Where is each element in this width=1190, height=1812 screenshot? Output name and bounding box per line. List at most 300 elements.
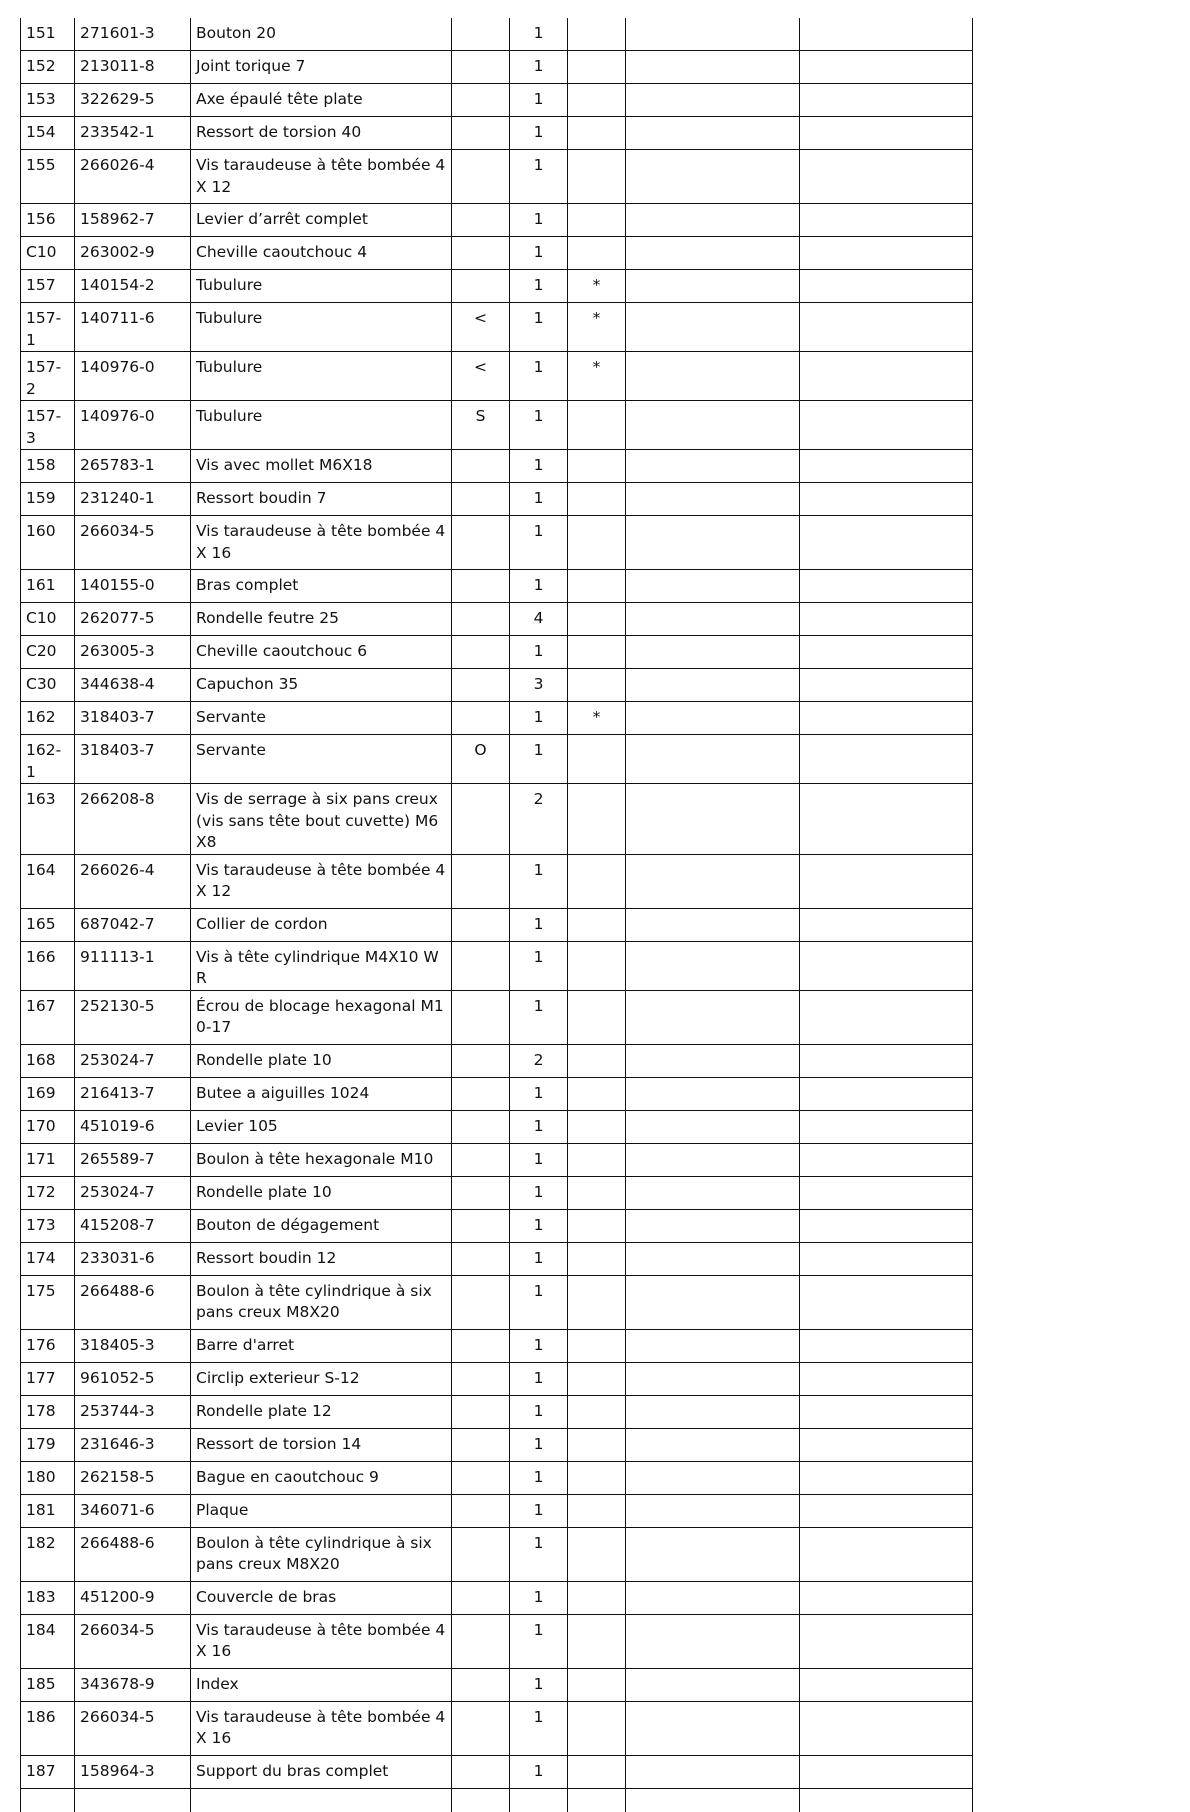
- table-row: [21, 483, 973, 516]
- empty-cell: [800, 270, 973, 303]
- parts-table: [20, 18, 973, 1812]
- empty-cell: [800, 1581, 973, 1614]
- description-cell: Ressort boudin 7: [191, 483, 452, 516]
- note-cell: [452, 1209, 510, 1242]
- part-number-cell: 166: [21, 941, 75, 990]
- quantity-cell: 1: [510, 150, 568, 204]
- quantity-cell: 1: [510, 84, 568, 117]
- note-cell: [452, 1701, 510, 1755]
- note-cell: [452, 1668, 510, 1701]
- empty-cell: [800, 516, 973, 570]
- part-number-cell: 159: [21, 483, 75, 516]
- quantity-cell: 1: [510, 1494, 568, 1527]
- part-number-cell: 179: [21, 1428, 75, 1461]
- note-cell: [452, 270, 510, 303]
- table-row: [21, 1668, 973, 1701]
- part-code-cell: 415208-7: [75, 1209, 191, 1242]
- note-cell: [452, 450, 510, 483]
- empty-cell: [626, 1494, 800, 1527]
- empty-cell: [800, 1242, 973, 1275]
- empty-cell: [626, 1362, 800, 1395]
- description-cell: Couvercle de bras: [191, 1581, 452, 1614]
- table-row: [21, 1242, 973, 1275]
- description-cell: Écrou de blocage hexagonal M10-17: [191, 990, 452, 1044]
- mark-cell: [568, 117, 626, 150]
- part-code-cell: 961052-5: [75, 1362, 191, 1395]
- table-row: [21, 84, 973, 117]
- empty-cell: [626, 1581, 800, 1614]
- mark-cell: *: [568, 270, 626, 303]
- empty-cell: [800, 1077, 973, 1110]
- part-number-cell: 157-3: [21, 401, 75, 450]
- empty-cell: [626, 1461, 800, 1494]
- part-number-cell: 184: [21, 1614, 75, 1668]
- note-cell: O: [452, 735, 510, 784]
- mark-cell: [568, 84, 626, 117]
- description-cell: Butee a aiguilles 1024: [191, 1077, 452, 1110]
- mark-cell: [568, 1077, 626, 1110]
- description-cell: Cheville caoutchouc 4: [191, 237, 452, 270]
- empty-cell: [800, 483, 973, 516]
- note-cell: [452, 854, 510, 908]
- empty-cell: [800, 603, 973, 636]
- mark-cell: [568, 990, 626, 1044]
- table-row: [21, 1701, 973, 1755]
- description-cell: Servante: [191, 735, 452, 784]
- empty-cell: [626, 1755, 800, 1788]
- quantity-cell: 1: [510, 854, 568, 908]
- empty-cell: [626, 117, 800, 150]
- mark-cell: [568, 908, 626, 941]
- part-code-cell: 262077-5: [75, 603, 191, 636]
- quantity-cell: 1: [510, 401, 568, 450]
- empty-cell: [626, 84, 800, 117]
- part-number-cell: 182: [21, 1527, 75, 1581]
- mark-cell: [568, 150, 626, 204]
- quantity-cell: 2: [510, 1044, 568, 1077]
- table-row: [21, 1209, 973, 1242]
- description-cell: Bras complet: [191, 570, 452, 603]
- table-row: [21, 1044, 973, 1077]
- empty-cell: [626, 1242, 800, 1275]
- part-code-cell: 140976-0: [75, 352, 191, 401]
- table-row: [21, 270, 973, 303]
- table-row: [21, 570, 973, 603]
- quantity-cell: 1: [510, 1329, 568, 1362]
- empty-cell: [21, 1788, 75, 1812]
- mark-cell: [568, 1668, 626, 1701]
- empty-cell: [800, 1788, 973, 1812]
- part-number-cell: 152: [21, 51, 75, 84]
- empty-cell: [568, 1788, 626, 1812]
- part-code-cell: 140155-0: [75, 570, 191, 603]
- mark-cell: [568, 784, 626, 855]
- note-cell: [452, 1494, 510, 1527]
- table-row: [21, 636, 973, 669]
- table-row: [21, 735, 973, 784]
- description-cell: Index: [191, 1668, 452, 1701]
- quantity-cell: 1: [510, 1755, 568, 1788]
- mark-cell: [568, 483, 626, 516]
- mark-cell: [568, 669, 626, 702]
- quantity-cell: 1: [510, 117, 568, 150]
- description-cell: Vis taraudeuse à tête bombée 4X 12: [191, 150, 452, 204]
- quantity-cell: 1: [510, 1362, 568, 1395]
- mark-cell: [568, 1329, 626, 1362]
- description-cell: Rondelle plate 10: [191, 1176, 452, 1209]
- part-number-cell: C30: [21, 669, 75, 702]
- quantity-cell: 1: [510, 990, 568, 1044]
- part-number-cell: 178: [21, 1395, 75, 1428]
- note-cell: [452, 483, 510, 516]
- note-cell: [452, 603, 510, 636]
- table-row: [21, 51, 973, 84]
- part-code-cell: 911113-1: [75, 941, 191, 990]
- mark-cell: [568, 1362, 626, 1395]
- description-cell: Rondelle plate 12: [191, 1395, 452, 1428]
- mark-cell: [568, 1275, 626, 1329]
- part-code-cell: 263002-9: [75, 237, 191, 270]
- note-cell: [452, 237, 510, 270]
- empty-cell: [800, 1044, 973, 1077]
- mark-cell: [568, 941, 626, 990]
- empty-cell: [800, 735, 973, 784]
- empty-cell: [800, 636, 973, 669]
- empty-cell: [626, 941, 800, 990]
- note-cell: [452, 702, 510, 735]
- empty-cell: [800, 784, 973, 855]
- table-row-continuation: [21, 1788, 973, 1812]
- note-cell: [452, 570, 510, 603]
- table-row: [21, 1755, 973, 1788]
- part-number-cell: 157-2: [21, 352, 75, 401]
- empty-cell: [626, 1329, 800, 1362]
- empty-cell: [626, 1701, 800, 1755]
- note-cell: [452, 1527, 510, 1581]
- table-row: [21, 1461, 973, 1494]
- quantity-cell: 3: [510, 669, 568, 702]
- description-cell: Cheville caoutchouc 6: [191, 636, 452, 669]
- description-cell: Rondelle plate 10: [191, 1044, 452, 1077]
- part-number-cell: 151: [21, 18, 75, 51]
- note-cell: [452, 1581, 510, 1614]
- table-row: [21, 1329, 973, 1362]
- description-cell: Circlip exterieur S-12: [191, 1362, 452, 1395]
- part-number-cell: C20: [21, 636, 75, 669]
- part-code-cell: 266208-8: [75, 784, 191, 855]
- part-code-cell: 158964-3: [75, 1755, 191, 1788]
- description-cell: Ressort de torsion 40: [191, 117, 452, 150]
- note-cell: [452, 1755, 510, 1788]
- empty-cell: [626, 352, 800, 401]
- empty-cell: [626, 636, 800, 669]
- mark-cell: [568, 570, 626, 603]
- empty-cell: [800, 1110, 973, 1143]
- quantity-cell: 1: [510, 51, 568, 84]
- empty-cell: [800, 941, 973, 990]
- empty-cell: [800, 204, 973, 237]
- empty-cell: [626, 603, 800, 636]
- table-row: [21, 1581, 973, 1614]
- part-number-cell: 174: [21, 1242, 75, 1275]
- description-cell: Bouton de dégagement: [191, 1209, 452, 1242]
- mark-cell: [568, 204, 626, 237]
- note-cell: [452, 1044, 510, 1077]
- empty-cell: [626, 735, 800, 784]
- empty-cell: [626, 1143, 800, 1176]
- empty-cell: [626, 1788, 800, 1812]
- description-cell: Axe épaulé tête plate: [191, 84, 452, 117]
- part-code-cell: 140154-2: [75, 270, 191, 303]
- part-number-cell: 169: [21, 1077, 75, 1110]
- part-number-cell: 183: [21, 1581, 75, 1614]
- table-row: [21, 1110, 973, 1143]
- note-cell: [452, 941, 510, 990]
- part-number-cell: 155: [21, 150, 75, 204]
- part-code-cell: 233031-6: [75, 1242, 191, 1275]
- quantity-cell: 1: [510, 483, 568, 516]
- empty-cell: [626, 908, 800, 941]
- quantity-cell: 1: [510, 237, 568, 270]
- description-cell: Vis taraudeuse à tête bombée 4X 12: [191, 854, 452, 908]
- part-number-cell: 154: [21, 117, 75, 150]
- quantity-cell: 2: [510, 784, 568, 855]
- empty-cell: [626, 1077, 800, 1110]
- empty-cell: [800, 1461, 973, 1494]
- empty-cell: [626, 1428, 800, 1461]
- description-cell: Tubulure: [191, 401, 452, 450]
- empty-cell: [800, 570, 973, 603]
- part-code-cell: 253744-3: [75, 1395, 191, 1428]
- part-number-cell: 156: [21, 204, 75, 237]
- description-cell: Levier d’arrêt complet: [191, 204, 452, 237]
- empty-cell: [800, 1329, 973, 1362]
- description-cell: Boulon à tête cylindrique à six pans creux M8X20: [191, 1275, 452, 1329]
- quantity-cell: 1: [510, 204, 568, 237]
- mark-cell: [568, 1701, 626, 1755]
- empty-cell: [626, 1110, 800, 1143]
- mark-cell: [568, 1395, 626, 1428]
- mark-cell: [568, 401, 626, 450]
- part-number-cell: 165: [21, 908, 75, 941]
- note-cell: [452, 150, 510, 204]
- empty-cell: [75, 1788, 191, 1812]
- description-cell: Vis de serrage à six pans creux (vis sans tête bout cuvette) M6X8: [191, 784, 452, 855]
- note-cell: <: [452, 352, 510, 401]
- part-number-cell: 162: [21, 702, 75, 735]
- description-cell: Ressort boudin 12: [191, 1242, 452, 1275]
- empty-cell: [626, 450, 800, 483]
- empty-cell: [800, 854, 973, 908]
- mark-cell: [568, 450, 626, 483]
- quantity-cell: 1: [510, 1668, 568, 1701]
- table-row: [21, 669, 973, 702]
- mark-cell: [568, 1209, 626, 1242]
- note-cell: [452, 18, 510, 51]
- mark-cell: [568, 18, 626, 51]
- description-cell: Servante: [191, 702, 452, 735]
- empty-cell: [626, 1395, 800, 1428]
- empty-cell: [800, 51, 973, 84]
- mark-cell: [568, 1755, 626, 1788]
- part-number-cell: 162-1: [21, 735, 75, 784]
- quantity-cell: 1: [510, 908, 568, 941]
- note-cell: [452, 636, 510, 669]
- quantity-cell: 1: [510, 941, 568, 990]
- empty-cell: [800, 303, 973, 352]
- table-row: [21, 1176, 973, 1209]
- part-code-cell: 216413-7: [75, 1077, 191, 1110]
- description-cell: Vis taraudeuse à tête bombée 4X 16: [191, 1614, 452, 1668]
- description-cell: Joint torique 7: [191, 51, 452, 84]
- empty-cell: [800, 1668, 973, 1701]
- part-code-cell: 158962-7: [75, 204, 191, 237]
- empty-cell: [800, 1494, 973, 1527]
- table-row: [21, 784, 973, 855]
- mark-cell: [568, 854, 626, 908]
- quantity-cell: 1: [510, 18, 568, 51]
- description-cell: Vis avec mollet M6X18: [191, 450, 452, 483]
- empty-cell: [800, 908, 973, 941]
- part-code-cell: 265589-7: [75, 1143, 191, 1176]
- note-cell: [452, 1110, 510, 1143]
- empty-cell: [800, 669, 973, 702]
- note-cell: [452, 1395, 510, 1428]
- empty-cell: [800, 1701, 973, 1755]
- part-code-cell: 266034-5: [75, 1701, 191, 1755]
- part-number-cell: C10: [21, 603, 75, 636]
- description-cell: Rondelle feutre 25: [191, 603, 452, 636]
- part-code-cell: 346071-6: [75, 1494, 191, 1527]
- part-number-cell: 186: [21, 1701, 75, 1755]
- empty-cell: [800, 150, 973, 204]
- table-row: [21, 1527, 973, 1581]
- empty-cell: [800, 450, 973, 483]
- empty-cell: [800, 1209, 973, 1242]
- note-cell: [452, 784, 510, 855]
- quantity-cell: 4: [510, 603, 568, 636]
- part-number-cell: 157: [21, 270, 75, 303]
- description-cell: Vis taraudeuse à tête bombée 4X 16: [191, 516, 452, 570]
- description-cell: Plaque: [191, 1494, 452, 1527]
- mark-cell: [568, 636, 626, 669]
- table-row: [21, 352, 973, 401]
- table-row: [21, 401, 973, 450]
- note-cell: [452, 1329, 510, 1362]
- table-row: [21, 1362, 973, 1395]
- description-cell: Tubulure: [191, 270, 452, 303]
- note-cell: [452, 1242, 510, 1275]
- quantity-cell: 1: [510, 1110, 568, 1143]
- table-row: [21, 1428, 973, 1461]
- quantity-cell: 1: [510, 1242, 568, 1275]
- table-row: [21, 303, 973, 352]
- table-row: [21, 1395, 973, 1428]
- empty-cell: [800, 990, 973, 1044]
- empty-cell: [626, 669, 800, 702]
- empty-cell: [626, 1614, 800, 1668]
- mark-cell: [568, 1494, 626, 1527]
- part-code-cell: 343678-9: [75, 1668, 191, 1701]
- part-number-cell: C10: [21, 237, 75, 270]
- part-code-cell: 231240-1: [75, 483, 191, 516]
- empty-cell: [626, 150, 800, 204]
- quantity-cell: 1: [510, 702, 568, 735]
- empty-cell: [452, 1788, 510, 1812]
- empty-cell: [626, 702, 800, 735]
- note-cell: S: [452, 401, 510, 450]
- part-code-cell: 253024-7: [75, 1044, 191, 1077]
- mark-cell: [568, 1242, 626, 1275]
- note-cell: [452, 990, 510, 1044]
- description-cell: Support du bras complet: [191, 1755, 452, 1788]
- part-code-cell: 263005-3: [75, 636, 191, 669]
- table-row: [21, 941, 973, 990]
- note-cell: [452, 908, 510, 941]
- empty-cell: [800, 237, 973, 270]
- part-number-cell: 177: [21, 1362, 75, 1395]
- part-code-cell: 266026-4: [75, 150, 191, 204]
- note-cell: [452, 1143, 510, 1176]
- empty-cell: [626, 18, 800, 51]
- quantity-cell: 1: [510, 570, 568, 603]
- part-code-cell: 687042-7: [75, 908, 191, 941]
- empty-cell: [800, 1362, 973, 1395]
- mark-cell: [568, 603, 626, 636]
- description-cell: Capuchon 35: [191, 669, 452, 702]
- part-code-cell: 140976-0: [75, 401, 191, 450]
- quantity-cell: 1: [510, 1527, 568, 1581]
- mark-cell: [568, 51, 626, 84]
- empty-cell: [626, 990, 800, 1044]
- part-number-cell: 171: [21, 1143, 75, 1176]
- description-cell: Ressort de torsion 14: [191, 1428, 452, 1461]
- part-code-cell: 451200-9: [75, 1581, 191, 1614]
- mark-cell: [568, 1044, 626, 1077]
- table-row: [21, 117, 973, 150]
- empty-cell: [800, 1614, 973, 1668]
- empty-cell: [626, 1668, 800, 1701]
- empty-cell: [191, 1788, 452, 1812]
- empty-cell: [510, 1788, 568, 1812]
- table-row: [21, 204, 973, 237]
- note-cell: [452, 1614, 510, 1668]
- part-code-cell: 262158-5: [75, 1461, 191, 1494]
- table-row: [21, 854, 973, 908]
- empty-cell: [800, 1428, 973, 1461]
- part-number-cell: 157-1: [21, 303, 75, 352]
- part-number-cell: 175: [21, 1275, 75, 1329]
- table-row: [21, 237, 973, 270]
- description-cell: Vis à tête cylindrique M4X10 WR: [191, 941, 452, 990]
- mark-cell: [568, 237, 626, 270]
- table-row: [21, 908, 973, 941]
- quantity-cell: 1: [510, 1176, 568, 1209]
- part-number-cell: 158: [21, 450, 75, 483]
- empty-cell: [626, 1527, 800, 1581]
- description-cell: Vis taraudeuse à tête bombée 4X 16: [191, 1701, 452, 1755]
- table-row: [21, 516, 973, 570]
- quantity-cell: 1: [510, 735, 568, 784]
- empty-cell: [626, 204, 800, 237]
- part-number-cell: 170: [21, 1110, 75, 1143]
- note-cell: [452, 51, 510, 84]
- part-number-cell: 187: [21, 1755, 75, 1788]
- part-number-cell: 160: [21, 516, 75, 570]
- quantity-cell: 1: [510, 1701, 568, 1755]
- quantity-cell: 1: [510, 516, 568, 570]
- empty-cell: [800, 352, 973, 401]
